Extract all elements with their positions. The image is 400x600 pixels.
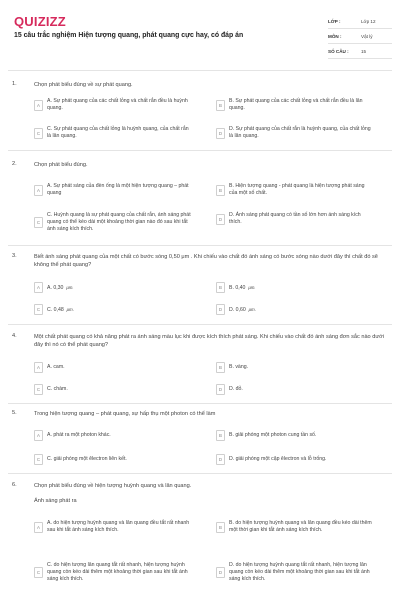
option-text: C. giải phóng một êlectron liên kết.: [47, 456, 127, 462]
option-text: C. chàm.: [47, 386, 68, 392]
option-letter-box: C: [34, 217, 43, 228]
divider: [8, 403, 392, 404]
option-b[interactable]: [216, 362, 374, 373]
option-letter-box: C: [34, 304, 43, 315]
option-letter-box: B: [216, 282, 225, 293]
option-text: B. 0,40 μm.: [229, 284, 256, 291]
option-a[interactable]: [34, 98, 192, 112]
option-text: A. cam.: [47, 364, 65, 370]
meta-row-class: [328, 14, 392, 29]
option-text: D. do hiện tượng huỳnh quang tắt rất nhanh, hiện tượng lân quang còn kéo dài thêm một khoảng thời gian sau khi tắt ánh sáng kích thích.: [229, 562, 370, 582]
option-letter-box: C: [34, 454, 43, 465]
option-b[interactable]: [216, 98, 374, 112]
question-number: 6.: [12, 482, 17, 488]
option-c[interactable]: [34, 454, 192, 465]
question-number: 1.: [12, 81, 17, 87]
option-a[interactable]: [34, 430, 192, 441]
option-text: B. giải phóng một photon cung tần số.: [229, 432, 317, 438]
option-text: B. do hiện tượng huỳnh quang và lân quang đều kéo dài thêm một thời gian khi tắt ánh sáng kích thích.: [229, 520, 372, 533]
quizizz-logo: QUIZIZZ: [14, 14, 66, 29]
option-c[interactable]: [34, 212, 192, 233]
question-number: 3.: [12, 253, 17, 259]
subject-label: MÔN :: [328, 33, 342, 39]
option-a[interactable]: [34, 183, 192, 197]
option-a[interactable]: [34, 520, 192, 534]
option-a[interactable]: [34, 362, 192, 373]
question-number: 4.: [12, 333, 17, 339]
option-d[interactable]: [216, 304, 374, 315]
option-letter-box: D: [216, 384, 225, 395]
divider: [8, 150, 392, 151]
option-letter-box: B: [216, 100, 225, 111]
meta-table: [328, 14, 392, 59]
question-number: 5.: [12, 410, 17, 416]
option-text: B. Hiện tượng quang - phát quang là hiện tượng phát sáng của một số chất.: [229, 183, 365, 196]
class-value: Lớp 12: [361, 18, 376, 24]
option-d[interactable]: [216, 212, 374, 226]
option-text: D. Ánh sáng phát quang có tần số lớn hơn ánh sáng kích thích.: [229, 212, 361, 225]
option-text: C. do hiện tượng lân quang tắt rất nhanh, hiện tượng huỳnh quang còn kéo dài thêm một khoảng thời gian sau khi tắt ánh sáng kích thích.: [47, 562, 188, 582]
option-text: C. Sự phát quang của chất lỏng là huỳnh quang, của chất rắn là lân quang.: [47, 126, 189, 139]
option-letter-box: A: [34, 430, 43, 441]
subject-value: Vật lý: [361, 33, 373, 39]
option-letter-box: A: [34, 362, 43, 373]
option-c[interactable]: [34, 562, 192, 583]
question-text: Chọn phát biểu đúng về sự phát quang.: [34, 82, 133, 88]
option-c[interactable]: [34, 304, 192, 315]
option-d[interactable]: [216, 454, 374, 465]
option-text: C. 0,48 μm.: [47, 306, 74, 313]
divider: [8, 473, 392, 474]
option-d[interactable]: [216, 384, 374, 395]
option-text: A. 0,30 μm.: [47, 284, 74, 291]
option-c[interactable]: [34, 384, 192, 395]
question-number: 2.: [12, 161, 17, 167]
option-letter-box: C: [34, 567, 43, 578]
option-letter-box: C: [34, 128, 43, 139]
option-letter-box: D: [216, 214, 225, 225]
option-letter-box: A: [34, 522, 43, 533]
option-text: B. Sự phát quang của các chất lỏng và chất rắn đều là lân quang.: [229, 98, 363, 111]
option-letter-box: B: [216, 430, 225, 441]
option-b[interactable]: [216, 520, 374, 534]
option-d[interactable]: [216, 126, 374, 140]
option-b[interactable]: [216, 183, 374, 197]
option-letter-box: D: [216, 567, 225, 578]
option-b[interactable]: [216, 430, 374, 441]
question-text: Trong hiện tượng quang – phát quang, sự hấp thụ một photon có thể làm: [34, 411, 216, 417]
option-letter-box: B: [216, 362, 225, 373]
option-letter-box: D: [216, 304, 225, 315]
option-letter-box: B: [216, 522, 225, 533]
meta-row-count: [328, 44, 392, 59]
page-header: [0, 0, 400, 70]
divider: [8, 324, 392, 325]
divider: [8, 70, 392, 71]
option-text: A. do hiện tượng huỳnh quang và lân quang đều tắt rất nhanh sau khi tắt ánh sáng kích thích.: [47, 520, 190, 533]
question-text: Biết ánh sáng phát quang của một chất có bước sóng 0,50 μm . Khi chiếu vào chất đó ánh sáng có bước sóng nào dưới đây thì chất đó sẽ không thể phát quang?: [34, 254, 378, 269]
option-text: D. đỏ.: [229, 386, 243, 392]
option-letter-box: A: [34, 282, 43, 293]
class-label: LỚP :: [328, 18, 341, 24]
option-text: D. 0,60 μm.: [229, 306, 256, 313]
option-a[interactable]: [34, 282, 192, 293]
divider: [8, 245, 392, 246]
option-b[interactable]: [216, 282, 374, 293]
option-text: C. Huỳnh quang là sự phát quang của chất rắn, ánh sáng phát quang có thể kéo dài một khoảng thời gian nào đó sau khi tắt ánh sáng kích thích.: [47, 212, 191, 232]
meta-row-subject: [328, 29, 392, 44]
option-d[interactable]: [216, 562, 374, 583]
option-letter-box: A: [34, 185, 43, 196]
option-text: D. giải phóng một cặp êlectron và lỗ trống.: [229, 456, 327, 462]
question-text: Một chất phát quang có khả năng phát ra ánh sáng màu lục khi được kích thích phát sáng. Khi chiếu vào chất đó ánh sáng đơn sắc nào dưới đây thì nó có thể phát quang?: [34, 334, 384, 349]
question-subtext: Ánh sáng phát ra: [34, 498, 77, 504]
option-letter-box: B: [216, 185, 225, 196]
option-text: A. Sự phát sáng của đèn ống là một hiện tượng quang – phát quang: [47, 183, 189, 196]
option-text: A. Sự phát quang của các chất lỏng và chất rắn đều là huỳnh quang.: [47, 98, 188, 111]
count-value: 15: [361, 48, 367, 54]
option-letter-box: D: [216, 128, 225, 139]
option-text: B. vàng.: [229, 364, 249, 370]
option-text: A. phát ra một photon khác.: [47, 432, 111, 438]
count-label: SỐ CÂU :: [328, 48, 349, 54]
option-text: D. Sự phát quang của chất rắn là huỳnh quang, của chất lỏng là lân quang.: [229, 126, 371, 139]
option-letter-box: A: [34, 100, 43, 111]
page-title: 15 câu trắc nghiệm Hiện tượng quang, phát quang cực hay, có đáp án: [14, 32, 244, 39]
option-c[interactable]: [34, 126, 192, 140]
option-letter-box: D: [216, 454, 225, 465]
option-letter-box: C: [34, 384, 43, 395]
question-text: Chọn phát biểu đúng.: [34, 162, 88, 168]
question-text: Chọn phát biểu đúng về hiện tượng huỳnh quang và lân quang.: [34, 483, 192, 489]
